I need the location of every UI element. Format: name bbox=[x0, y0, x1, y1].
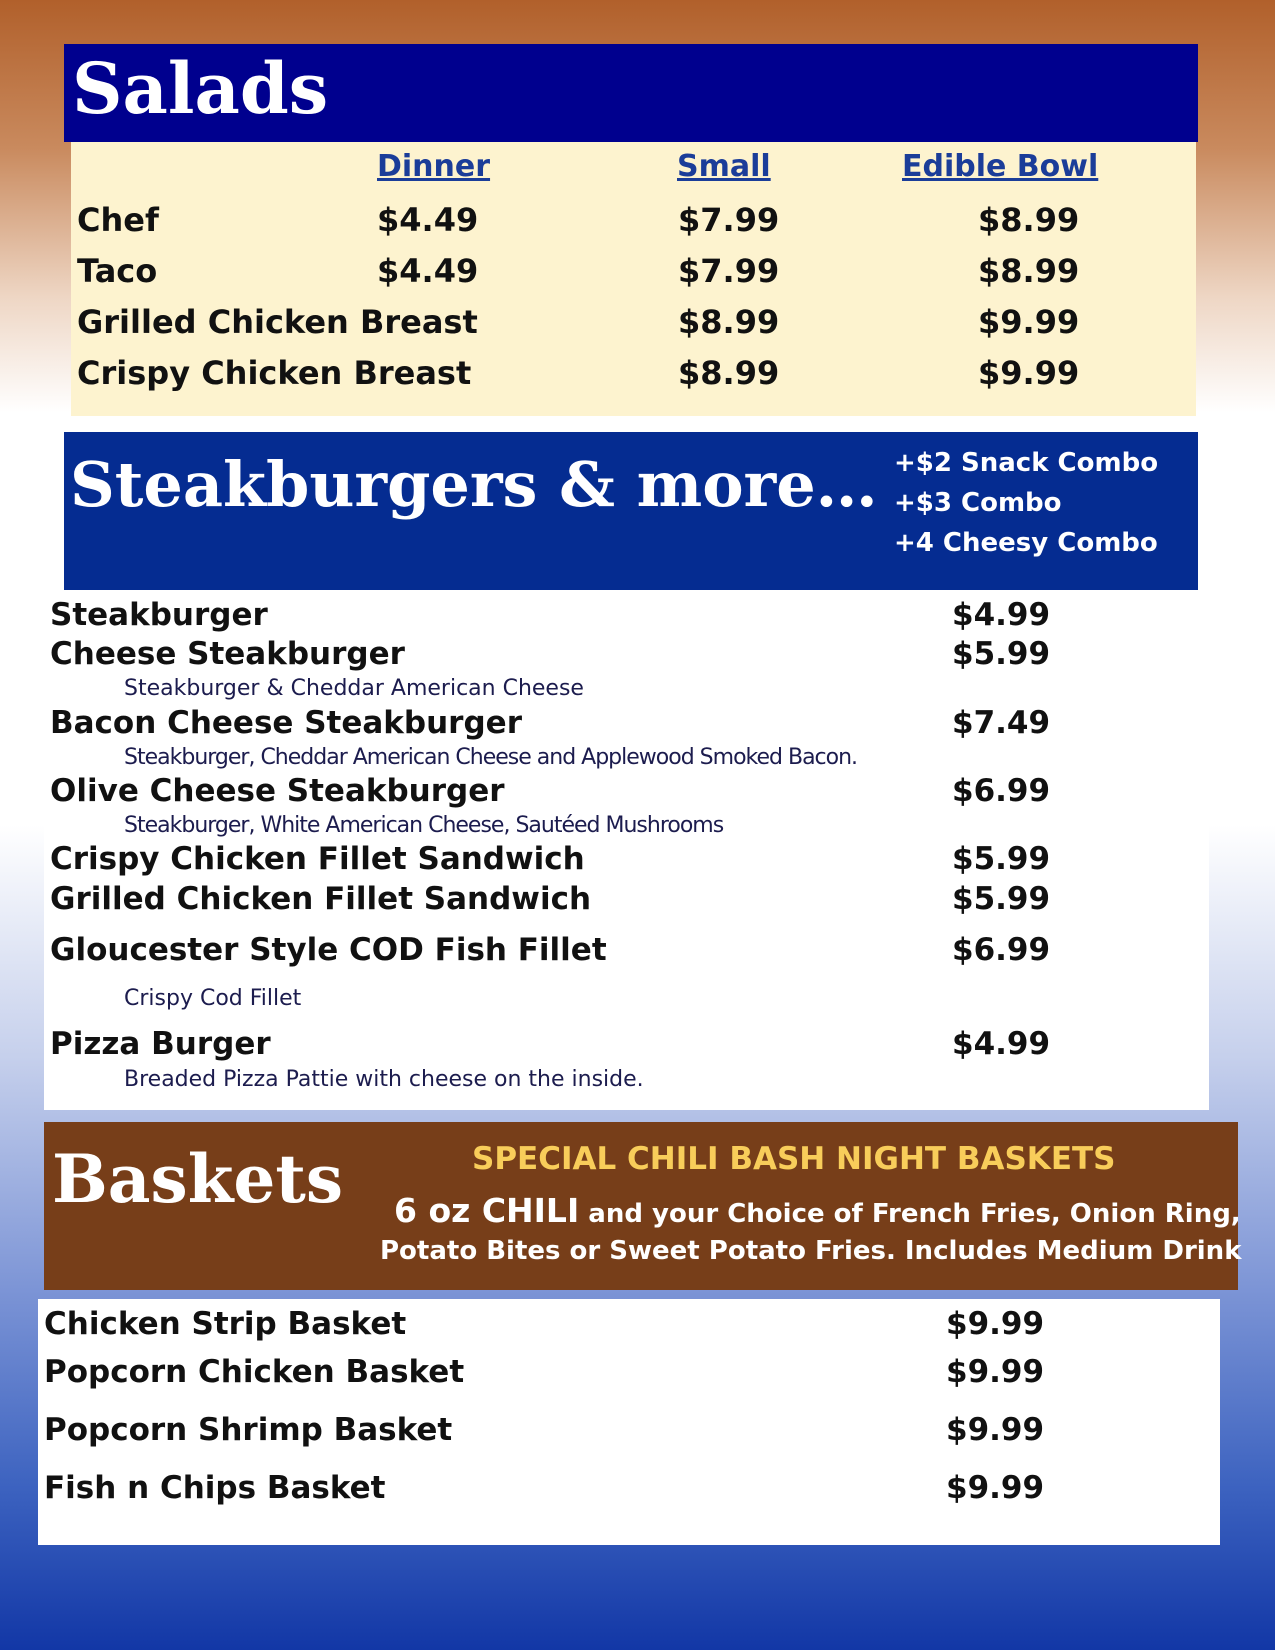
salad-price-bowl: $9.99 bbox=[978, 303, 1080, 341]
salad-name: Crispy Chicken Breast bbox=[77, 354, 472, 392]
menu-item-description: Steakburger, Cheddar American Cheese and Applewood Smoked Bacon. bbox=[124, 745, 858, 770]
salad-name: Grilled Chicken Breast bbox=[77, 303, 478, 341]
menu-item-price: $4.99 bbox=[952, 1026, 1051, 1062]
special-description-line-2: Potato Bites or Sweet Potato Fries. Includes Medium Drink bbox=[380, 1236, 1242, 1266]
menu-item-name: Cheese Steakburger bbox=[50, 636, 405, 672]
salad-row bbox=[71, 201, 1196, 254]
steakburgers-list bbox=[44, 590, 1209, 1110]
steakburgers-header bbox=[64, 432, 1198, 590]
combo-option: +$3 Combo bbox=[894, 488, 1062, 518]
salad-price-small: $8.99 bbox=[678, 303, 780, 341]
salad-price-dinner: $4.49 bbox=[377, 201, 479, 239]
salads-header bbox=[64, 44, 1198, 142]
salad-price-small: $7.99 bbox=[678, 252, 780, 290]
baskets-header bbox=[44, 1122, 1242, 1290]
special-description-text: and your Choice of French Fries, Onion Ring, bbox=[579, 1199, 1241, 1229]
salad-name: Taco bbox=[77, 252, 158, 290]
menu-item-name: Grilled Chicken Fillet Sandwich bbox=[50, 881, 592, 917]
menu-item-name: Fish n Chips Basket bbox=[44, 1470, 386, 1506]
steakburgers-title: Steakburgers & more… bbox=[70, 448, 878, 521]
menu-item-description: Steakburger, White American Cheese, Sautéed Mushrooms bbox=[124, 813, 724, 838]
salad-price-bowl: $9.99 bbox=[978, 354, 1080, 392]
column-header-small: Small bbox=[677, 149, 771, 184]
salad-name: Chef bbox=[77, 201, 159, 239]
menu-item-price: $9.99 bbox=[946, 1354, 1045, 1390]
column-header-edible-bowl: Edible Bowl bbox=[902, 149, 1099, 184]
baskets-list bbox=[38, 1299, 1220, 1545]
menu-item-price: $5.99 bbox=[952, 841, 1051, 877]
menu-item-description: Crispy Cod Fillet bbox=[124, 986, 302, 1011]
menu-item-name: Olive Cheese Steakburger bbox=[50, 773, 505, 809]
special-chili-size: 6 oz CHILI bbox=[394, 1191, 580, 1230]
salad-price-small: $7.99 bbox=[678, 201, 780, 239]
special-description-line-1 bbox=[394, 1191, 1241, 1230]
menu-item-name: Steakburger bbox=[50, 597, 268, 633]
salad-row bbox=[71, 252, 1196, 305]
column-header-dinner: Dinner bbox=[377, 149, 491, 184]
salad-price-bowl: $8.99 bbox=[978, 201, 1080, 239]
salad-price-dinner: $4.49 bbox=[377, 252, 479, 290]
menu-item-name: Bacon Cheese Steakburger bbox=[50, 705, 522, 741]
salad-price-bowl: $8.99 bbox=[978, 252, 1080, 290]
menu-item-price: $6.99 bbox=[952, 932, 1051, 968]
menu-item-price: $5.99 bbox=[952, 636, 1051, 672]
menu-item-price: $6.99 bbox=[952, 773, 1051, 809]
combo-option: +$2 Snack Combo bbox=[894, 448, 1159, 478]
salad-row bbox=[71, 303, 1196, 356]
menu-item-price: $9.99 bbox=[946, 1306, 1045, 1342]
menu-item-price: $7.49 bbox=[952, 705, 1051, 741]
menu-item-name: Pizza Burger bbox=[50, 1026, 271, 1062]
menu-item-name: Popcorn Shrimp Basket bbox=[44, 1412, 453, 1448]
menu-item-description: Steakburger & Cheddar American Cheese bbox=[124, 676, 584, 701]
menu-item-name: Popcorn Chicken Basket bbox=[44, 1354, 465, 1390]
menu-item-price: $4.99 bbox=[952, 597, 1051, 633]
menu-item-price: $9.99 bbox=[946, 1412, 1045, 1448]
menu-item-price: $9.99 bbox=[946, 1470, 1045, 1506]
menu-item-price: $5.99 bbox=[952, 881, 1051, 917]
menu-item-name: Gloucester Style COD Fish Fillet bbox=[50, 932, 607, 968]
special-title: SPECIAL CHILI BASH NIGHT BASKETS bbox=[472, 1141, 1116, 1177]
menu-item-name: Crispy Chicken Fillet Sandwich bbox=[50, 841, 585, 877]
salads-table bbox=[71, 142, 1196, 416]
salad-row bbox=[71, 354, 1196, 407]
menu-item-name: Chicken Strip Basket bbox=[44, 1306, 407, 1342]
salads-title: Salads bbox=[72, 47, 329, 130]
menu-item-description: Breaded Pizza Pattie with cheese on the inside. bbox=[124, 1067, 644, 1092]
baskets-title: Baskets bbox=[52, 1140, 344, 1218]
salad-price-small: $8.99 bbox=[678, 354, 780, 392]
combo-option: +4 Cheesy Combo bbox=[894, 528, 1158, 558]
